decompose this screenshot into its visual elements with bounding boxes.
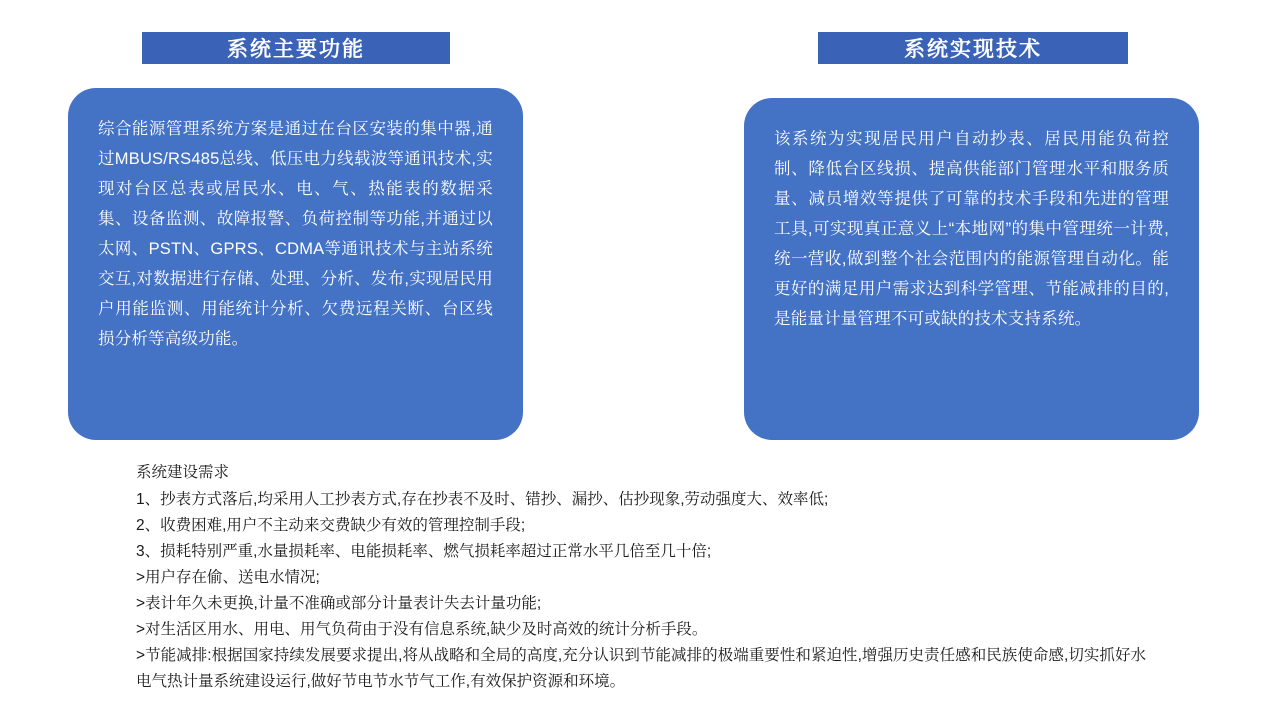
requirements-item: >表计年久未更换,计量不准确或部分计量表计失去计量功能; (136, 595, 542, 612)
requirements-item: >用户存在偷、送电水情况; (136, 569, 320, 586)
requirements-paragraph: >节能减排:根据国家持续发展要求提出,将从战略和全局的高度,充分认识到节能减排的极端重要性和紧迫性,增强历史责任感和民族使命感,切实抓好水电气热计量系统建设运行,做好节电节水节气工作,有效保护资源和环境。 (136, 647, 1146, 690)
requirements-item: 3、损耗特别严重,水量损耗率、电能损耗率、燃气损耗率超过正常水平几倍至几十倍; (136, 543, 712, 560)
right-section-banner: 系统实现技术 (818, 32, 1128, 64)
left-section-banner: 系统主要功能 (142, 32, 450, 64)
requirements-item: 1、抄表方式落后,均采用人工抄表方式,存在抄表不及时、错抄、漏抄、估抄现象,劳动强度大、效率低; (136, 491, 829, 508)
requirements-item: 2、收费困难,用户不主动来交费缺少有效的管理控制手段; (136, 517, 526, 534)
requirements-title: 系统建设需求 (136, 464, 230, 481)
requirements-item: >对生活区用水、用电、用气负荷由于没有信息系统,缺少及时高效的统计分析手段。 (136, 621, 708, 638)
requirements-block (136, 460, 1146, 695)
left-content-panel (68, 88, 523, 440)
right-panel-paragraph: 该系统为实现居民用户自动抄表、居民用能负荷控制、降低台区线损、提高供能部门管理水平和服务质量、减员增效等提供了可靠的技术手段和先进的管理工具,可实现真正意义上“本地网”的集中管理统一计费,统一营收,做到整个社会范围内的能源管理自动化。能更好的满足用户需求达到科学管理、节能减排的目的,是能量计量管理不可或缺的技术支持系统。 (774, 130, 1169, 328)
left-panel-paragraph: 综合能源管理系统方案是通过在台区安装的集中器,通过MBUS/RS485总线、低压电力线载波等通讯技术,实现对台区总表或居民水、电、气、热能表的数据采集、设备监测、故障报警、负荷控制等功能,并通过以太网、PSTN、GPRS、CDMA等通讯技术与主站系统交互,对数据进行存储、处理、分析、发布,实现居民用户用能监测、用能统计分析、欠费远程关断、台区线损分析等高级功能。 (98, 120, 493, 348)
right-content-panel (744, 98, 1199, 440)
